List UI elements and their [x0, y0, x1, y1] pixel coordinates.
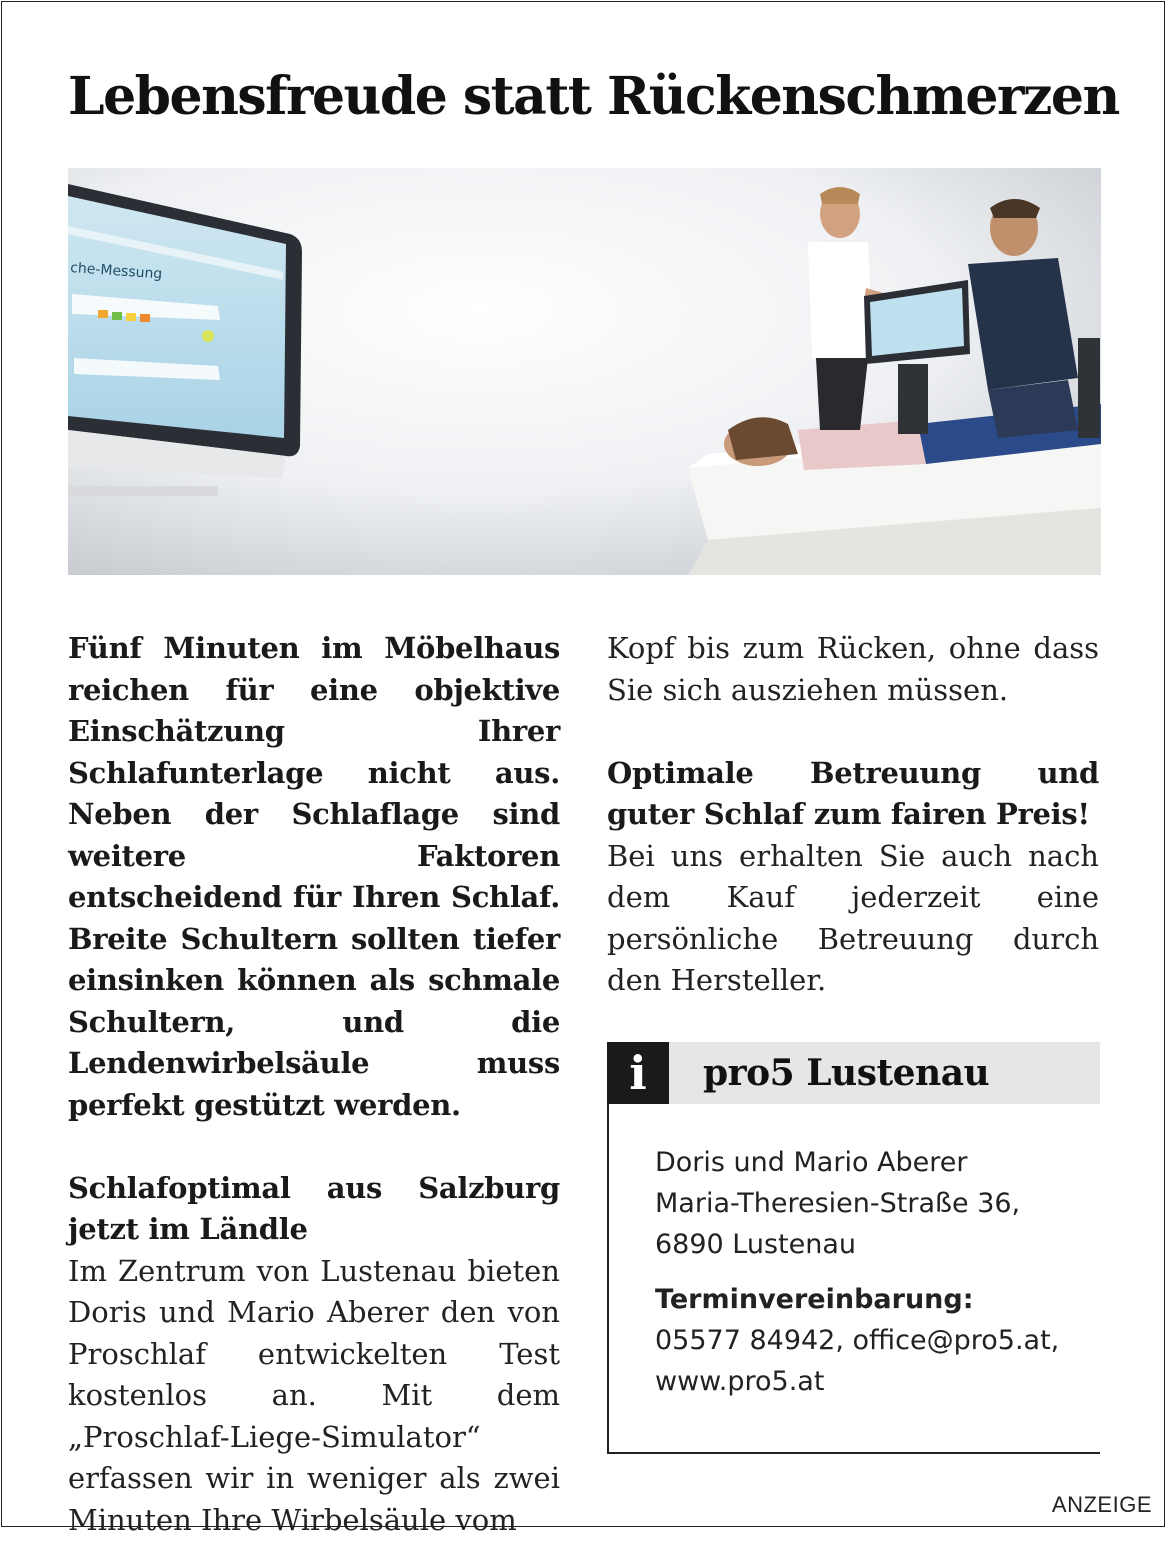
screen-heading: che-Messung: [70, 260, 163, 282]
lead-paragraph: Fünf Minuten im Möbelhaus reichen für eine objektive Einschätzung Ihrer Schlafunterlage nicht aus. Neben der Schlaflage sind weitere Faktoren entscheidend für Ihren Schlaf. Breite Schultern sollten tiefer einsinken können als schmale Schultern, und die Lendenwirbelsäule muss perfekt gestützt werden.: [68, 628, 560, 1126]
ad-label: ANZEIGE: [1052, 1492, 1152, 1518]
contact-website: www.pro5.at: [655, 1361, 1059, 1402]
left-column: [68, 628, 560, 1541]
info-icon: i: [607, 1042, 669, 1104]
info-box-body: [607, 1104, 1100, 1454]
info-box-header: [607, 1042, 1100, 1104]
contact-city: 6890 Lustenau: [655, 1224, 1059, 1265]
contact-names: Doris und Mario Aberer: [655, 1142, 1059, 1183]
left-body-paragraph: Im Zentrum von Lustenau bieten Doris und Mario Aberer den von Proschlaf entwickelten Test kostenlos an. Mit dem „Proschlaf-Liege-Simulator“ erfassen wir in weniger als zwei Minuten Ihre Wirbelsäule vom: [68, 1251, 560, 1541]
info-box-text: [655, 1142, 1059, 1402]
right-column: [607, 628, 1099, 1002]
left-subhead: Schlafoptimal aus Salzburg jetzt im Ländle: [68, 1168, 560, 1251]
monitor-graphic: [68, 184, 302, 496]
headline: Lebensfreude statt Rückenschmerzen: [68, 66, 1119, 127]
appointment-label: Terminvereinbarung:: [655, 1279, 1059, 1320]
contact-phone-email: 05577 84942, office@pro5.at,: [655, 1320, 1059, 1361]
right-subhead: Optimale Betreuung und guter Schlaf zum fairen Preis!: [607, 753, 1099, 836]
info-box-title: pro5 Lustenau: [703, 1042, 989, 1104]
contact-street: Maria-Theresien-Straße 36,: [655, 1183, 1059, 1224]
hero-photo: [68, 168, 1101, 575]
right-continuation-paragraph: Kopf bis zum Rücken, ohne dass Sie sich ausziehen müssen.: [607, 628, 1099, 711]
right-body-paragraph: Bei uns erhalten Sie auch nach dem Kauf jederzeit eine persönliche Betreuung durch den Hersteller.: [607, 836, 1099, 1002]
